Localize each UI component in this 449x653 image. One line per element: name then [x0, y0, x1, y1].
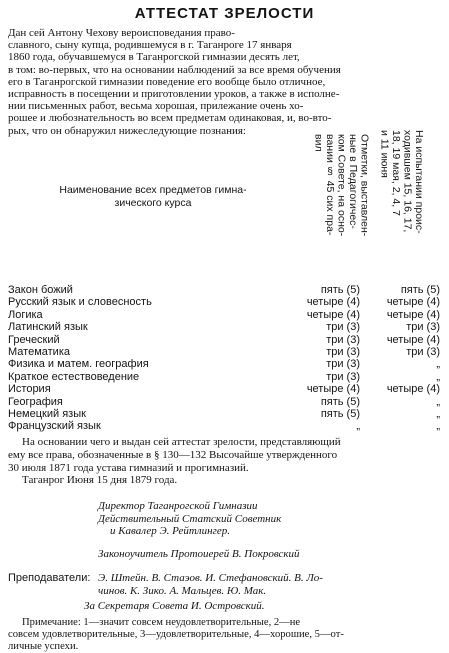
religion-teacher — [98, 548, 443, 561]
council-grade: три (3) — [326, 345, 360, 358]
exam-grade: „ — [436, 395, 440, 408]
exam-grade: „ — [436, 420, 440, 433]
council-grade: три (3) — [326, 333, 360, 346]
exam-grades-heading: На испытании проис- ходившем 15, 16, 17, 18, 19 мая, 2, 4, 7 и 11 июня — [378, 130, 425, 234]
council-grade: четыре (4) — [306, 308, 360, 321]
teachers-list — [98, 572, 443, 597]
table-row — [8, 358, 442, 370]
subject-name: Физика и матем. география — [8, 358, 149, 371]
subjects-column-heading: Наименование всех предметов гимна- зического курса — [59, 184, 247, 209]
exam-grade: четыре (4) — [386, 333, 440, 346]
exam-grade: четыре (4) — [386, 383, 440, 396]
exam-grade: „ — [436, 407, 440, 420]
basis-line: На основании чего и выдан сей аттестат зрелости, представляющий — [22, 436, 341, 448]
basis-line: 30 июля 1871 года устава гимназий и прогимназий. — [8, 462, 249, 474]
exam-grade: три (3) — [406, 321, 440, 334]
table-row — [8, 321, 442, 333]
note-line: совсем удовлетворительные, 3—удовлетворительные, 4—хорошие, 5—от- — [8, 629, 344, 640]
exam-grade: три (3) — [406, 345, 440, 358]
intro-paragraph — [8, 27, 440, 137]
teachers-line: чинов. К. Зико. А. Мальцев. Ю. Мак. — [98, 584, 267, 597]
intro-line: в том: во-первых, что на основании наблюдений за все время обучения — [8, 63, 341, 76]
table-row — [8, 334, 442, 346]
grades-table — [8, 284, 442, 433]
document-title: АТТЕСТАТ ЗРЕЛОСТИ — [134, 5, 315, 22]
note-line: личные успехи. — [8, 641, 79, 652]
table-row — [8, 284, 442, 296]
intro-line: рых, что он обнаружил нижеследующие познания: — [8, 124, 246, 137]
subject-name: Логика — [8, 308, 43, 321]
intro-line: его в Таганрогской гимназии поведение его вообще было отличное, — [8, 75, 326, 88]
council-grade: пять (5) — [320, 284, 360, 296]
table-row — [8, 346, 442, 358]
director-signature-block — [98, 500, 443, 538]
table-row — [8, 371, 442, 383]
religion-teacher-text: Законоучитель Протоиерей В. Покровский — [98, 548, 300, 560]
subject-name: Латинский язык — [8, 321, 88, 334]
intro-line: славного, сыну купца, родившемуся в г. Таганроге 17 января — [8, 39, 292, 52]
signatory-line: и Кавалер Э. Рейтлингер. — [110, 525, 230, 537]
council-grade: „ — [356, 420, 360, 433]
subject-name: Греческий — [8, 333, 60, 346]
subject-name: Немецкий язык — [8, 407, 86, 420]
place-date — [8, 474, 440, 487]
teachers-line: Э. Штейн. В. Стаэов. И. Стефановский. В. Ло- — [98, 572, 323, 584]
council-grade: три (3) — [326, 358, 360, 371]
table-row — [8, 396, 442, 408]
council-grade: три (3) — [326, 321, 360, 334]
subject-name: Математика — [8, 345, 70, 358]
note-line: Примечание: 1—значит совсем неудовлетворительные, 2—не — [22, 617, 301, 628]
table-row — [8, 309, 442, 321]
table-row — [8, 383, 442, 395]
council-grade: пять (5) — [320, 407, 360, 420]
subject-name: Французский язык — [8, 420, 101, 433]
exam-grade: четыре (4) — [386, 308, 440, 321]
council-grade: четыре (4) — [306, 296, 360, 309]
intro-line: нии письменных работ, весьма хорошая, прилежание очень хо- — [8, 100, 304, 113]
signatory-line: Директор Таганрогской Гимназии — [98, 500, 258, 512]
council-grade: четыре (4) — [306, 383, 360, 396]
council-grade: три (3) — [326, 370, 360, 383]
exam-grade: четыре (4) — [386, 296, 440, 309]
teachers-label: Преподаватели: — [8, 572, 91, 584]
table-row — [8, 296, 442, 308]
intro-line: 1860 года, обучавшемуся в Таганрогской гимназии десять лет, — [8, 51, 300, 64]
secretary-signature: За Секретаря Совета И. Островский. — [84, 600, 265, 612]
council-grades-heading: Отметки, выставлен- ные в Педагогичес- ком Совете, на осно- вании § 45 сих пра- вил — [312, 134, 371, 237]
council-grade: пять (5) — [320, 395, 360, 408]
intro-line: исправность в посещении и приготовлении уроков, а также в исполне- — [8, 88, 340, 101]
basis-line: ему все права, обозначенные в § 130—132 Высочайше утвержденного — [8, 449, 338, 461]
grading-note — [8, 617, 444, 653]
table-row — [8, 420, 442, 432]
exam-grade: пять (5) — [400, 284, 440, 296]
place-date-text: Таганрог Июня 15 дня 1879 года. — [22, 474, 178, 486]
exam-grade: „ — [436, 370, 440, 383]
subject-name: Русский язык и словесность — [8, 296, 152, 309]
intro-line: рошее и любознательность во всем предметам одинаковая, и, во-вто- — [8, 112, 332, 125]
basis-paragraph — [8, 436, 440, 475]
intro-line: Дан сей Антону Чехову вероисповедания право- — [8, 27, 235, 39]
signatory-line: Действительный Статский Советник — [98, 512, 282, 525]
table-row — [8, 408, 442, 420]
subject-name: География — [8, 395, 63, 408]
subject-name: Краткое естествоведение — [8, 370, 140, 383]
exam-grade: „ — [436, 358, 440, 371]
subject-name: Закон божий — [8, 284, 73, 296]
subject-name: История — [8, 383, 51, 396]
